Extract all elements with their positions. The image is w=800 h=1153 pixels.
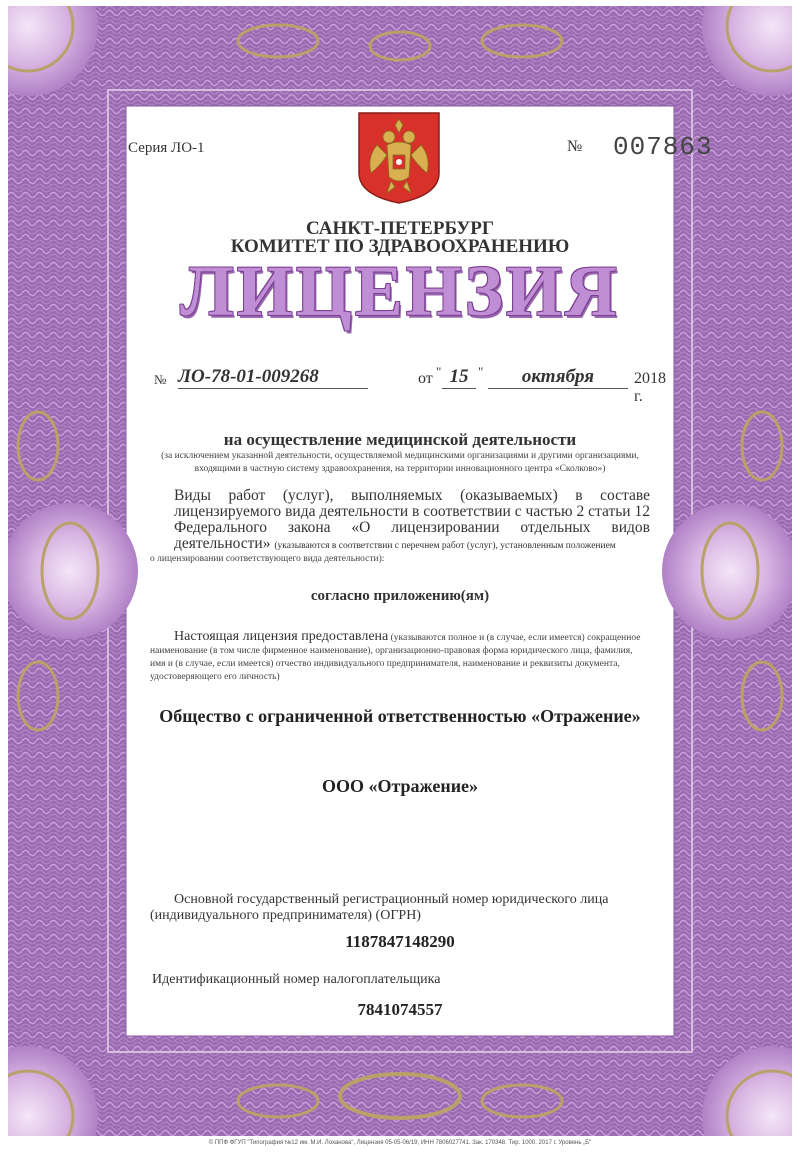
licensee-note: (указываются полное и (в случае, если имеется) сокращенное наименование (в том числе фирменное наименование), организационно-правовая форма юридического лица, фамилия, имя и (в случае, если имеется) отчество индивидуального предпринимателя, наименование и реквизиты документа, удостоверяющего его личность) <box>150 633 641 682</box>
date-open-quote: " <box>436 364 442 379</box>
series-label: Серия ЛО-1 <box>128 140 205 156</box>
date-close-quote: " <box>478 364 484 379</box>
inn-value: 7841074557 <box>357 1000 443 1019</box>
ogrn-value: 1187847148290 <box>345 932 455 951</box>
works-value: согласно приложению(ям) <box>310 588 490 604</box>
coat-of-arms-icon <box>357 111 441 205</box>
authority-committee: КОМИТЕТ ПО ЗДРАВООХРАНЕНИЮ <box>230 236 570 257</box>
document-title: ЛИЦЕНЗИЯ <box>180 251 620 331</box>
works-note-end: о лицензировании соответствующего вида деятельности): <box>150 554 385 564</box>
licensee-full-name: Общество с ограниченной ответственностью «Отражение» <box>159 706 641 726</box>
license-number-sign: № <box>154 372 167 387</box>
serial-number: 007863 <box>613 132 713 162</box>
works-note-start: (указываются в соответствии с перечнем работ (услуг), установленным положением <box>274 541 616 551</box>
licensee-description <box>150 630 650 684</box>
printer-footnote: © ППФ ФГУП "Типография №12 им. М.И. Лоханова", Лицензия 05-05-06/19, ИНН 7806027741. Зак. 170348. Тир. 1000. 2017 г. Уровень „Б" <box>208 1140 592 1146</box>
licensee-lead: Настоящая лицензия предоставлена <box>174 629 389 644</box>
license-day: 15 <box>442 366 476 389</box>
license-year: 2018 г. <box>634 370 666 405</box>
ogrn-label: Основной государственный регистрационный номер юридического лица (индивидуального предпринимателя) (ОГРН) <box>150 892 609 923</box>
authority-city: САНКТ-ПЕТЕРБУРГ <box>306 218 494 239</box>
licensee-short-name: ООО «Отражение» <box>321 776 479 796</box>
license-month: октября <box>488 366 628 389</box>
license-number: ЛО-78-01-009268 <box>178 366 368 389</box>
serial-number-sign: № <box>567 138 583 155</box>
works-intro-text: Виды работ (услуг), выполняемых (оказываемых) в составе лицензируемого вида деятельности в соответствии с частью 2 статьи 12 Федерального закона «О лицензировании отдельных видов деятельности» <box>174 487 650 552</box>
date-from-label: от <box>418 370 433 387</box>
works-intro <box>174 488 650 554</box>
activity-title: на осуществление медицинской деятельности <box>223 430 577 449</box>
activity-note: (за исключением указанной деятельности, осуществляемой медицинскими организациями и другими организациями, входящими в частную систему здравоохранения, на территории инновационного центра «Сколково») <box>161 451 639 474</box>
license-number-line <box>150 364 666 405</box>
inn-label: Идентификационный номер налогоплательщика <box>152 972 441 987</box>
